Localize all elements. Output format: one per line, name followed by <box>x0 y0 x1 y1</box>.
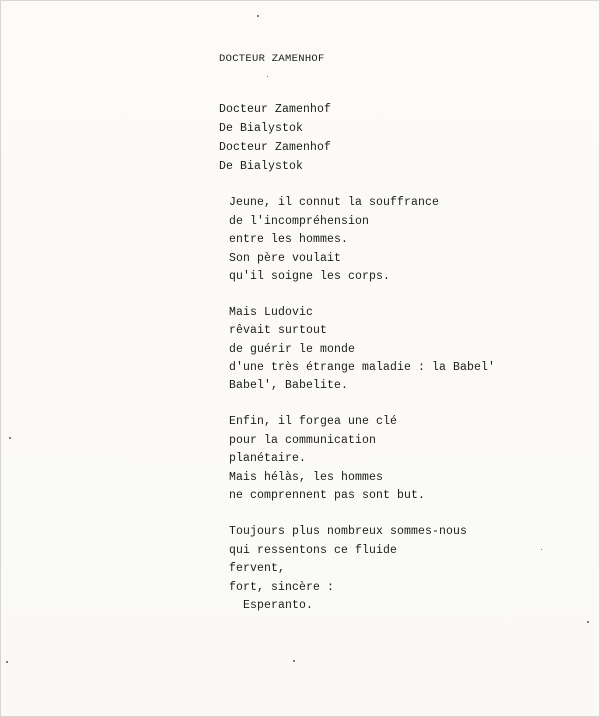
stanza4-line: Toujours plus nombreux sommes-nous <box>229 525 468 538</box>
stanza3-line: ne comprennent pas sont but. <box>229 489 426 502</box>
stanza4-line: fervent, <box>229 562 286 575</box>
stanza2-line: de guérir le monde <box>229 343 356 356</box>
stanza3-line: Mais hélàs, les hommes <box>229 471 384 484</box>
stanza2-line: d'une très étrange maladie : la Babel' <box>229 361 496 374</box>
stanza3-line: pour la communication <box>229 434 377 447</box>
paper-speck <box>6 661 8 663</box>
paper-speck <box>541 549 542 550</box>
stanza1-line: qu'il soigne les corps. <box>229 270 391 283</box>
paper-speck <box>257 15 259 17</box>
paper-speck <box>9 437 11 439</box>
stanza3-line: Enfin, il forgea une clé <box>229 415 398 428</box>
stanza1-line: Jeune, il connut la souffrance <box>229 196 440 209</box>
poem-title: DOCTEUR ZAMENHOF <box>219 53 325 65</box>
stanza2-line: rêvait surtout <box>229 324 328 337</box>
stanza4-line: qui ressentons ce fluide <box>229 544 398 557</box>
refrain-line: Docteur Zamenhof <box>219 103 332 116</box>
stanza4-line: Esperanto. <box>229 599 314 612</box>
stanza1-line: de l'incompréhension <box>229 215 370 228</box>
stanza2-line: Babel', Babelite. <box>229 379 349 392</box>
paper-speck <box>267 76 268 77</box>
stanza2-line: Mais Ludovic <box>229 306 314 319</box>
stanza1-line: entre les hommes. <box>229 233 349 246</box>
refrain-line: De Bialystok <box>219 122 304 135</box>
stanza3-line: planétaire. <box>229 452 307 465</box>
refrain-line: De Bialystok <box>219 160 304 173</box>
stanza4-line: fort, sincère : <box>229 581 335 594</box>
paper-speck <box>293 660 295 662</box>
stanza1-line: Son père voulait <box>229 252 342 265</box>
paper-speck <box>587 621 589 623</box>
refrain-line: Docteur Zamenhof <box>219 141 332 154</box>
